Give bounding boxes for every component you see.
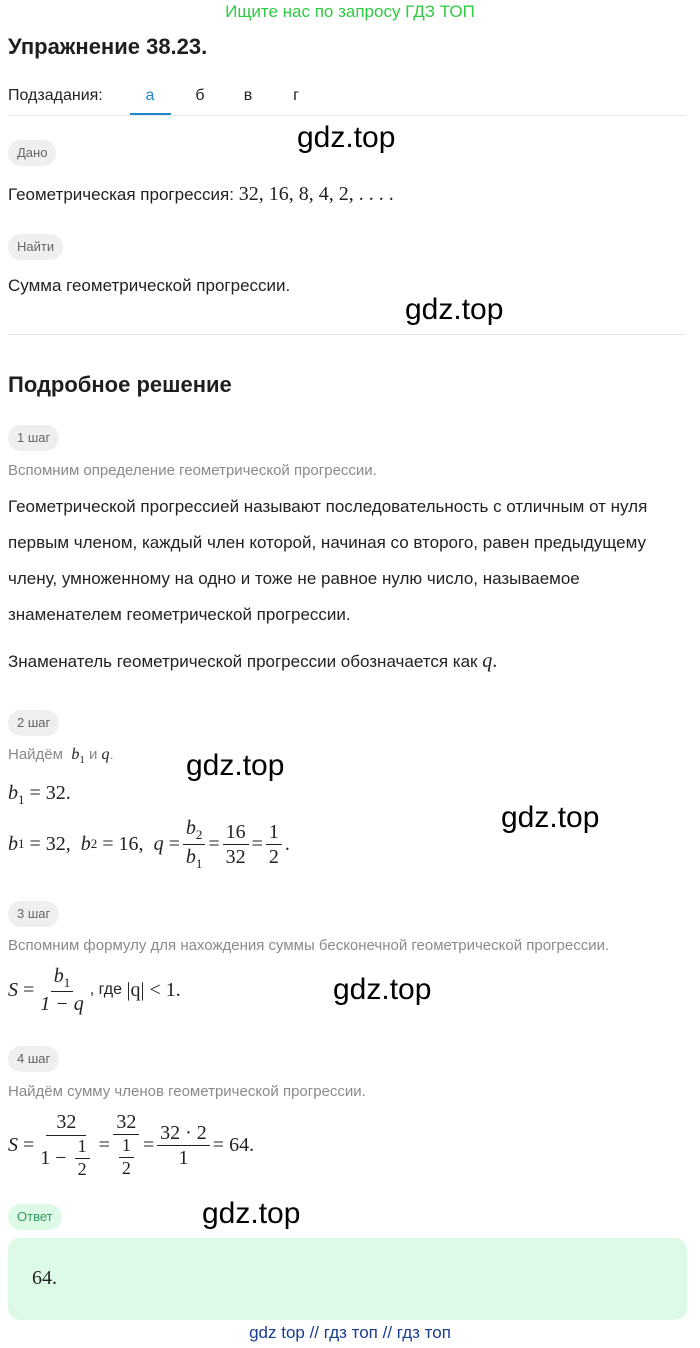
- step-1-note: [8, 650, 497, 673]
- divider: [8, 115, 686, 116]
- fraction-32-over-half: $\frac{32}{\frac{1}{2}}$: [113, 1111, 140, 1179]
- step-1-badge: 1 шаг: [8, 425, 59, 451]
- step-3-hint: Вспомним формулу для нахождения суммы бесконечной геометрической прогрессии.: [8, 937, 610, 954]
- watermark: gdz.top: [333, 973, 432, 1006]
- answer-box: [8, 1238, 687, 1320]
- solution-title: Подробное решение: [8, 372, 232, 397]
- step-3-formula: S = $\frac{b_1}{1 - q}$ , где |q| < 1.: [8, 964, 181, 1016]
- step-1-paragraph: Геометрической прогрессией называют последовательность с отличным от нуля первым членом, каждый член которой, начиная со второго, равен предыдущему члену, умноженному на одно и тоже не равное нулю число, называемое знаменателем геометрической прогрессии.: [8, 497, 648, 624]
- step-4-formula: S = 32 1 − $\frac{1}{2}$ = $\frac{32}{\frac{1}{2}}$ = $\frac{32 \cdot 2}{1}$ = 64.: [8, 1110, 255, 1179]
- divider: [8, 334, 686, 335]
- tab-subtask-a[interactable]: а: [145, 87, 155, 104]
- step-1-note-var: q: [482, 650, 493, 672]
- step-3-badge: 3 шаг: [8, 901, 59, 927]
- step-1-note-text: Знаменатель геометрической прогрессии обозначается как: [8, 652, 478, 671]
- tab-subtask-g[interactable]: г: [293, 87, 299, 104]
- fraction-16-32: $\frac{16}{32}$: [223, 821, 249, 868]
- step-3-condition: |q| < 1.: [126, 978, 181, 1001]
- step-2-line2: b 1 = 32, b 2 = 16, q = $\frac{b_2}{b_1}$ = $\frac{16}{32}$ = $\frac{1}{2}$ .: [8, 817, 290, 871]
- tab-subtask-b[interactable]: б: [195, 87, 205, 104]
- step-1-note-end: .: [492, 650, 498, 672]
- given-label: Геометрическая прогрессия:: [8, 185, 234, 204]
- fraction-sum-formula: $\frac{b_1}{1 - q}$: [40, 964, 84, 1016]
- step-4-hint: Найдём сумму членов геометрической прогрессии.: [8, 1083, 366, 1100]
- subtasks-label: Подзадания:: [8, 87, 103, 104]
- answer-value: 64.: [32, 1267, 57, 1289]
- step-2-hint-b: b: [71, 746, 80, 763]
- step-2-hint-sub: 1: [79, 754, 85, 766]
- step-2-line1: $b_1 = 32$.: [8, 782, 71, 807]
- fraction-1-2: $\frac{1}{2}$: [266, 821, 282, 868]
- watermark: gdz.top: [202, 1197, 301, 1230]
- step-2-b1-value: = 32,: [29, 832, 71, 855]
- step-2-hint-pre: Найдём: [8, 746, 63, 763]
- step-4-result: = 64.: [212, 1133, 255, 1156]
- tab-subtask-v[interactable]: в: [243, 87, 253, 104]
- step-2-hint-mid: и: [88, 746, 98, 763]
- given-badge: Дано: [8, 140, 56, 166]
- step-2-hint-end: .: [109, 746, 114, 763]
- step-1-hint: Вспомним определение геометрической прогрессии.: [8, 462, 377, 479]
- watermark: gdz.top: [405, 293, 504, 326]
- step-3-where: где: [98, 981, 123, 998]
- step-2-line1-value: = 32.: [29, 782, 71, 804]
- given-sequence: 32, 16, 8, 4, 2, . . . .: [238, 183, 394, 205]
- answer-badge: Ответ: [8, 1204, 62, 1230]
- page-title: Упражнение 38.23.: [8, 34, 208, 59]
- find-badge: Найти: [8, 234, 63, 260]
- fraction-b2-b1: $\frac{b_2}{b_1}$: [183, 817, 206, 871]
- step-2-hint-q: q: [101, 746, 110, 763]
- watermark: gdz.top: [186, 749, 285, 782]
- step-4-badge: 4 шаг: [8, 1046, 59, 1072]
- fraction-64-over-1: $\frac{32 \cdot 2}{1}$: [157, 1122, 210, 1169]
- top-banner-link[interactable]: Ищите нас по запросу ГДЗ ТОП: [225, 2, 475, 21]
- find-text: Сумма геометрической прогрессии.: [8, 276, 291, 295]
- footer-links[interactable]: gdz top // гдз топ // гдз топ: [249, 1323, 451, 1342]
- fraction-32-over-expr: 32 1 − $\frac{1}{2}$: [37, 1111, 95, 1180]
- step-2-badge: 2 шаг: [8, 710, 59, 736]
- watermark: gdz.top: [501, 801, 600, 834]
- given-text: [8, 183, 394, 206]
- watermark: gdz.top: [297, 121, 396, 154]
- step-2-b2-value: = 16,: [102, 832, 144, 855]
- step-2-hint: [8, 746, 114, 766]
